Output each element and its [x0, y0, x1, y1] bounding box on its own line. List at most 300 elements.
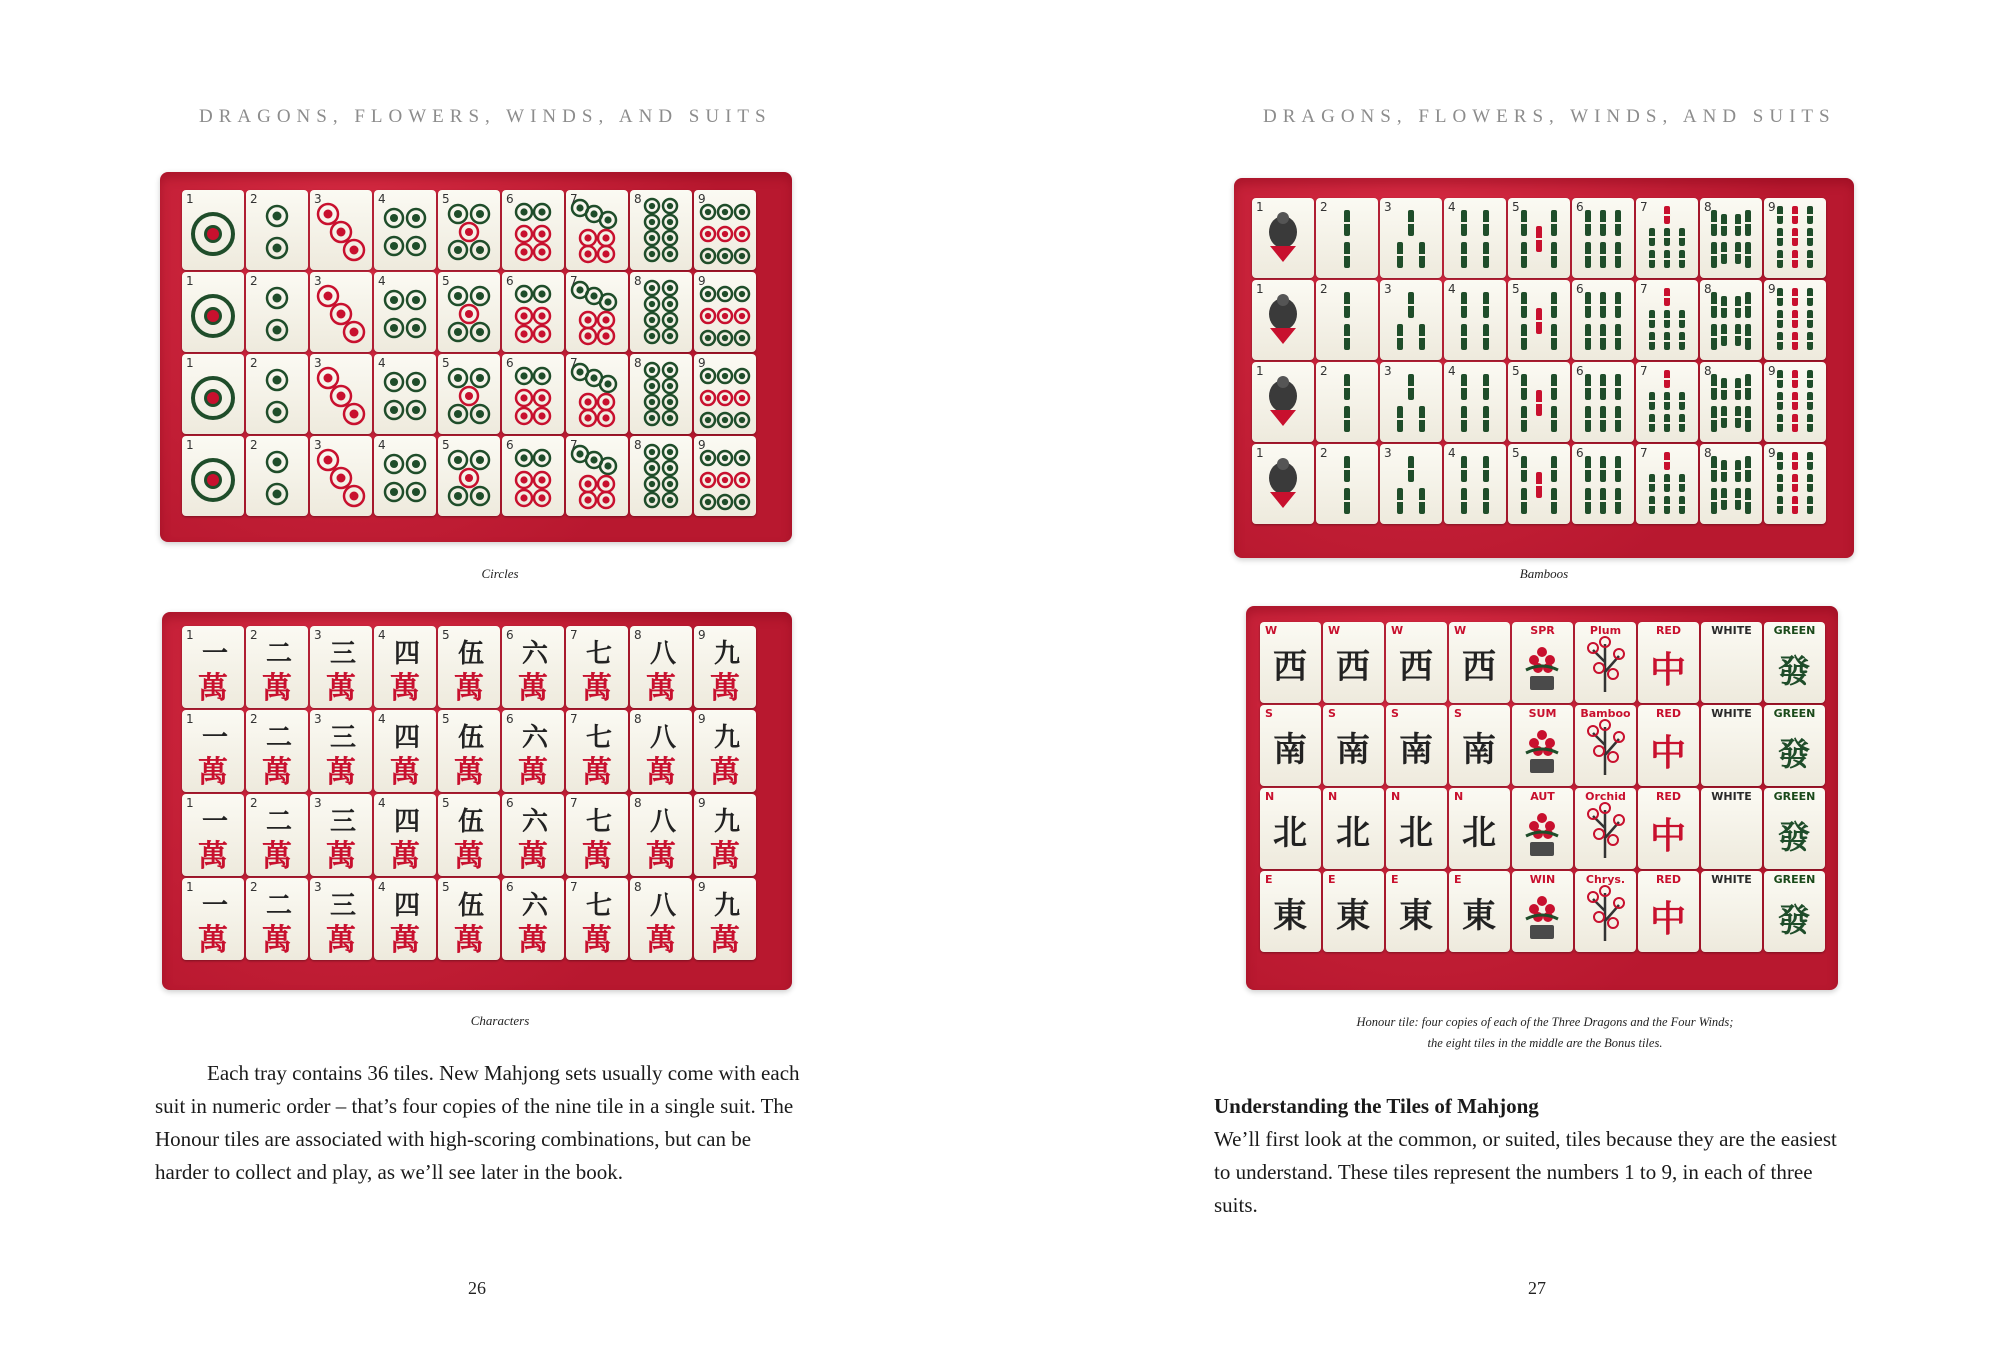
circle-one-core [207, 392, 219, 404]
tile-number: 8 [634, 880, 642, 894]
circle-pip-center [390, 460, 398, 468]
circle-pip-center [520, 208, 527, 215]
character-numeral: 伍 [457, 723, 485, 753]
tile-label: RED [1655, 624, 1682, 637]
bamboo-node [1663, 422, 1671, 424]
circle-pip-center [538, 230, 545, 237]
circle-pip-center [520, 290, 527, 297]
bamboo-node [1396, 336, 1404, 338]
petal [1608, 669, 1618, 679]
bamboo-node [1710, 254, 1718, 256]
bamboo-node [1776, 258, 1784, 260]
character-numeral: 四 [393, 723, 421, 753]
circle-one-core [207, 310, 219, 322]
circle-pip-center [390, 406, 398, 414]
running-head-left: DRAGONS, FLOWERS, WINDS, AND SUITS [199, 106, 772, 127]
tile-number: 3 [314, 274, 322, 288]
character-numeral: 四 [393, 807, 421, 837]
circle-pip-center [520, 394, 527, 401]
circle-pip-center [667, 203, 673, 209]
circles-tile [246, 272, 308, 352]
bamboo-node [1396, 500, 1404, 502]
tile-number: 1 [186, 880, 194, 894]
right-page [1000, 0, 2000, 1353]
bamboo-node [1663, 214, 1671, 216]
tile-number: 6 [506, 880, 514, 894]
bamboo-node [1520, 254, 1528, 256]
circle-pip-center [705, 253, 711, 259]
circle-pip-center [412, 296, 420, 304]
characters-tile [502, 794, 564, 876]
wind-glyph: 東 [1273, 896, 1307, 936]
bamboos-tile [1380, 362, 1442, 442]
bamboo-node [1520, 336, 1528, 338]
tile-number: 3 [314, 796, 322, 810]
bamboo-node [1720, 416, 1728, 418]
bamboo-node [1710, 386, 1718, 388]
bamboo-node [1720, 334, 1728, 336]
circles-tile [246, 354, 308, 434]
character-numeral: 二 [265, 807, 293, 837]
bamboo-node [1648, 482, 1656, 484]
flower-tile [1512, 705, 1573, 786]
bamboo-node [1744, 304, 1752, 306]
character-suit-glyph: 萬 [454, 923, 484, 958]
tile-number: 9 [1768, 200, 1776, 214]
tile-number: 1 [186, 356, 194, 370]
circle-pip-center [739, 477, 745, 483]
circle-pip-center [520, 454, 527, 461]
tile-label: Plum [1589, 624, 1622, 637]
wind-tile [1260, 705, 1321, 786]
tile-label: WIN [1529, 873, 1556, 886]
circles-tile [438, 354, 500, 434]
bamboo-node [1648, 504, 1656, 506]
flower-tile [1512, 788, 1573, 869]
wind-glyph: 北 [1462, 813, 1496, 853]
tile-number: 2 [250, 796, 258, 810]
tile-number: 7 [1640, 446, 1648, 460]
tile-number: 4 [1448, 200, 1456, 214]
circle-pip-center [667, 399, 673, 405]
circle-pip-center [705, 313, 711, 319]
characters-tile [182, 878, 244, 960]
bamboos-tile [1380, 280, 1442, 360]
bamboo-node [1460, 304, 1468, 306]
character-numeral: 九 [713, 723, 741, 753]
circle-pip-center [390, 242, 398, 250]
circle-pip-center [337, 392, 346, 401]
bamboos-tile [1380, 198, 1442, 278]
tile-number: 5 [442, 192, 450, 206]
bamboo-node [1343, 418, 1351, 420]
character-numeral: 六 [521, 807, 549, 837]
character-suit-glyph: 萬 [390, 671, 420, 706]
bamboo-node [1599, 336, 1607, 338]
tile-number: 1 [1256, 200, 1264, 214]
bamboo-node [1678, 482, 1686, 484]
tile-number: 9 [1768, 446, 1776, 460]
tile-number: 6 [1576, 446, 1584, 460]
circles-tile [310, 436, 372, 516]
tile-label: RED [1655, 790, 1682, 803]
circle-pip-center [649, 251, 655, 257]
characters-tile [694, 878, 756, 960]
circle-pip-center [590, 292, 597, 299]
bamboo-node [1734, 224, 1742, 226]
bamboo-node [1806, 340, 1814, 342]
circle-pip-center [538, 412, 545, 419]
bamboo-node [1520, 468, 1528, 470]
bamboos-tile [1380, 444, 1442, 524]
circle-pip-center [739, 253, 745, 259]
tile-number: 2 [1320, 200, 1328, 214]
bamboos-tile [1636, 198, 1698, 278]
characters-tile [310, 710, 372, 792]
bamboo-node [1776, 378, 1784, 380]
wind-tile [1386, 622, 1447, 703]
circles-tile [566, 354, 628, 434]
circle-pip-center [604, 462, 611, 469]
bamboo-node [1584, 304, 1592, 306]
circle-pip-center [649, 203, 655, 209]
bamboo-node [1744, 386, 1752, 388]
bamboo-node [1744, 500, 1752, 502]
circle-pip-center [649, 415, 655, 421]
bamboos-tile [1764, 198, 1826, 278]
circle-pip-center [722, 209, 728, 215]
white-dragon-tile [1701, 871, 1762, 952]
circle-pip-center [584, 316, 591, 323]
circle-pip-center [739, 313, 745, 319]
bamboo-node [1418, 254, 1426, 256]
circle-pip-center [722, 291, 728, 297]
circle-pip-center [602, 480, 609, 487]
circle-pip-center [520, 248, 527, 255]
characters-tile [438, 878, 500, 960]
characters-tile-grid [182, 626, 756, 960]
circles-tile [438, 436, 500, 516]
circles-tile [310, 272, 372, 352]
bamboo-node [1710, 468, 1718, 470]
left-paragraph: Each tray contains 36 tiles. New Mahjong sets usually come with each suit in numeric order – that’s four copies of the nine tile in a single suit. The Honour tiles are associated with high-scoring combinations, but can be harder to collect and play, as we’ll see later in the book. [155, 1061, 800, 1184]
petal [1608, 918, 1618, 928]
flower-blossom [1537, 730, 1547, 740]
bamboo-node [1396, 418, 1404, 420]
circle-pip-center [454, 374, 462, 382]
tile-number: 5 [442, 628, 450, 642]
wind-glyph: 北 [1273, 813, 1307, 853]
tile-number: 9 [698, 274, 706, 288]
bamboo-node [1482, 254, 1490, 256]
circle-pip-center [337, 310, 346, 319]
circles-tile [502, 354, 564, 434]
bamboo-node [1776, 400, 1784, 402]
bamboo-node [1720, 470, 1728, 472]
tile-label: S [1328, 707, 1336, 720]
bamboo-node [1663, 296, 1671, 298]
circle-pip-center [705, 477, 711, 483]
bamboo-node [1460, 254, 1468, 256]
tile-number: 5 [442, 880, 450, 894]
bamboo-node [1678, 258, 1686, 260]
flower-blossom [1537, 647, 1547, 657]
bamboo-node [1648, 340, 1656, 342]
bamboo-node [1520, 386, 1528, 388]
tile-number: 8 [634, 356, 642, 370]
wind-tile [1323, 871, 1384, 952]
circle-pip-center [649, 235, 655, 241]
bamboo-node [1678, 400, 1686, 402]
circle-pip-center [390, 296, 398, 304]
bamboos-tile [1572, 280, 1634, 360]
tile-label: N [1265, 790, 1275, 803]
circle-pip-center [454, 328, 462, 336]
tile-label: RED [1655, 707, 1682, 720]
circle-pip-center [273, 458, 282, 467]
circle-pip-center [538, 372, 545, 379]
petal [1608, 835, 1618, 845]
bamboo-node [1482, 222, 1490, 224]
circle-pip-center [602, 414, 609, 421]
character-suit-glyph: 萬 [198, 671, 228, 706]
tile-number: 4 [378, 192, 386, 206]
circles-tile [566, 272, 628, 352]
bamboos-tile [1636, 280, 1698, 360]
characters-tile [374, 626, 436, 708]
tile-number: 5 [442, 796, 450, 810]
tile-label: S [1454, 707, 1462, 720]
bamboo-node [1734, 252, 1742, 254]
character-numeral: 伍 [457, 891, 485, 921]
bamboo-node [1791, 460, 1799, 462]
character-numeral: 伍 [457, 807, 485, 837]
bamboo-node [1520, 418, 1528, 420]
character-suit-glyph: 萬 [646, 923, 676, 958]
circle-pip-center [722, 313, 728, 319]
circle-pip-center [722, 231, 728, 237]
wind-tile [1449, 871, 1510, 952]
circle-pip-center [590, 456, 597, 463]
circles-tile [566, 436, 628, 516]
character-suit-glyph: 萬 [710, 671, 740, 706]
bamboo-node [1482, 386, 1490, 388]
bamboos-tile [1636, 362, 1698, 442]
tile-number: 9 [698, 880, 706, 894]
bamboo-node [1535, 320, 1543, 322]
circle-pip-center [538, 312, 545, 319]
tile-number: 8 [1704, 282, 1712, 296]
tile-number: 2 [250, 274, 258, 288]
tile-number: 6 [506, 274, 514, 288]
red-dragon-tile [1638, 622, 1699, 703]
circle-pip-center [584, 496, 591, 503]
flower-tile [1575, 788, 1636, 869]
circles-tile [310, 354, 372, 434]
bamboo-node [1535, 484, 1543, 486]
circles-tile [630, 190, 692, 270]
bamboo-node [1734, 470, 1742, 472]
green-dragon-tile [1764, 622, 1825, 703]
characters-tile [182, 794, 244, 876]
character-numeral: 一 [201, 891, 229, 921]
character-suit-glyph: 萬 [518, 923, 548, 958]
bamboo-node [1806, 504, 1814, 506]
bamboo-node [1599, 500, 1607, 502]
flower-blossom [1537, 813, 1547, 823]
tile-label: N [1454, 790, 1464, 803]
character-suit-glyph: 萬 [326, 755, 356, 790]
character-numeral: 六 [521, 891, 549, 921]
bird-head [1277, 458, 1289, 470]
tile-label: GREEN [1773, 707, 1816, 720]
circle-pip-center [739, 335, 745, 341]
character-numeral: 二 [265, 723, 293, 753]
bamboo-node [1599, 418, 1607, 420]
white-dragon-tile [1701, 788, 1762, 869]
tile-number: 1 [186, 438, 194, 452]
bamboo-node [1614, 222, 1622, 224]
circles-tile [630, 354, 692, 434]
flower-pot [1530, 925, 1554, 939]
character-numeral: 八 [649, 723, 677, 753]
circles-tile [438, 272, 500, 352]
circle-pip-center [667, 251, 673, 257]
circle-pip-center [667, 481, 673, 487]
bamboo-node [1418, 336, 1426, 338]
character-suit-glyph: 萬 [518, 671, 548, 706]
circle-pip-center [273, 408, 282, 417]
circle-pip-center [538, 454, 545, 461]
bamboo-node [1648, 318, 1656, 320]
tile-label: SUM [1528, 707, 1557, 720]
bamboo-node [1343, 500, 1351, 502]
character-suit-glyph: 萬 [262, 755, 292, 790]
characters-tile [246, 710, 308, 792]
bamboo-node [1550, 254, 1558, 256]
circle-pip-center [412, 214, 420, 222]
circle-pip-center [337, 474, 346, 483]
circle-pip-center [602, 496, 609, 503]
circle-pip-center [584, 480, 591, 487]
characters-tile [438, 794, 500, 876]
characters-tile [374, 794, 436, 876]
tile-number: 8 [634, 192, 642, 206]
tile-number: 1 [186, 712, 194, 726]
green-dragon-glyph: 發 [1777, 818, 1811, 856]
tile-number: 4 [378, 274, 386, 288]
tile-number: 3 [314, 192, 322, 206]
wind-glyph: 西 [1399, 647, 1433, 687]
tile-number: 6 [506, 712, 514, 726]
tile-number: 1 [186, 628, 194, 642]
character-suit-glyph: 萬 [326, 839, 356, 874]
circle-pip-center [584, 332, 591, 339]
circles-tile [374, 354, 436, 434]
character-suit-glyph: 萬 [710, 923, 740, 958]
tile-number: 4 [1448, 282, 1456, 296]
circle-pip-center [705, 373, 711, 379]
character-numeral: 八 [649, 891, 677, 921]
circle-pip-center [538, 494, 545, 501]
bird-tail [1270, 492, 1296, 508]
wind-glyph: 南 [1462, 730, 1496, 770]
bamboo-node [1614, 336, 1622, 338]
bamboos-tile [1252, 280, 1314, 360]
tile-label: E [1454, 873, 1462, 886]
bamboo-node [1614, 418, 1622, 420]
tile-number: 8 [634, 274, 642, 288]
circles-tile [694, 272, 756, 352]
circle-one-core [207, 228, 219, 240]
bamboo-node [1418, 418, 1426, 420]
bamboo-node [1710, 304, 1718, 306]
character-suit-glyph: 萬 [710, 839, 740, 874]
bamboo-node [1663, 460, 1671, 462]
bamboo-node [1678, 422, 1686, 424]
bamboos-tile [1252, 198, 1314, 278]
tile-number: 9 [698, 796, 706, 810]
tile-label: E [1391, 873, 1399, 886]
bamboo-node [1614, 468, 1622, 470]
circle-pip-center [273, 326, 282, 335]
bamboos-tile [1316, 444, 1378, 524]
characters-tile [566, 626, 628, 708]
characters-tile [694, 794, 756, 876]
caption-honours-line-1: Honour tile: four copies of each of the Three Dragons and the Four Winds; [1356, 1015, 1734, 1029]
circle-pip-center [520, 230, 527, 237]
wind-glyph: 南 [1336, 730, 1370, 770]
tile-number: 7 [570, 192, 578, 206]
circle-pip-center [454, 456, 462, 464]
tile-number: 1 [186, 192, 194, 206]
bamboos-tray [1234, 178, 1854, 558]
bamboos-tile [1572, 444, 1634, 524]
bamboo-node [1734, 388, 1742, 390]
tile-number: 5 [442, 438, 450, 452]
wind-glyph: 北 [1399, 813, 1433, 853]
bamboos-tile [1700, 444, 1762, 524]
tile-label: AUT [1530, 790, 1555, 803]
bamboo-node [1806, 482, 1814, 484]
bamboos-tile [1252, 362, 1314, 442]
bamboo-node [1482, 418, 1490, 420]
character-suit-glyph: 萬 [390, 839, 420, 874]
white-dragon-tile [1701, 705, 1762, 786]
characters-tile [246, 794, 308, 876]
bamboo-node [1460, 222, 1468, 224]
left-body-text [155, 1057, 805, 1189]
green-dragon-glyph: 發 [1777, 735, 1811, 773]
tile-label: GREEN [1773, 790, 1816, 803]
character-suit-glyph: 萬 [198, 923, 228, 958]
characters-tile [310, 878, 372, 960]
circle-pip-center [454, 210, 462, 218]
tile-number: 1 [186, 796, 194, 810]
wind-tile [1323, 622, 1384, 703]
wind-tile [1386, 788, 1447, 869]
wind-tile [1323, 705, 1384, 786]
bamboo-node [1791, 318, 1799, 320]
circle-pip-center [649, 367, 655, 373]
bamboo-node [1806, 296, 1814, 298]
circle-pip-center [390, 324, 398, 332]
flower-tile [1575, 622, 1636, 703]
bird-head [1277, 212, 1289, 224]
circle-pip-center [412, 488, 420, 496]
tile-number: 5 [1512, 446, 1520, 460]
bamboo-node [1460, 336, 1468, 338]
